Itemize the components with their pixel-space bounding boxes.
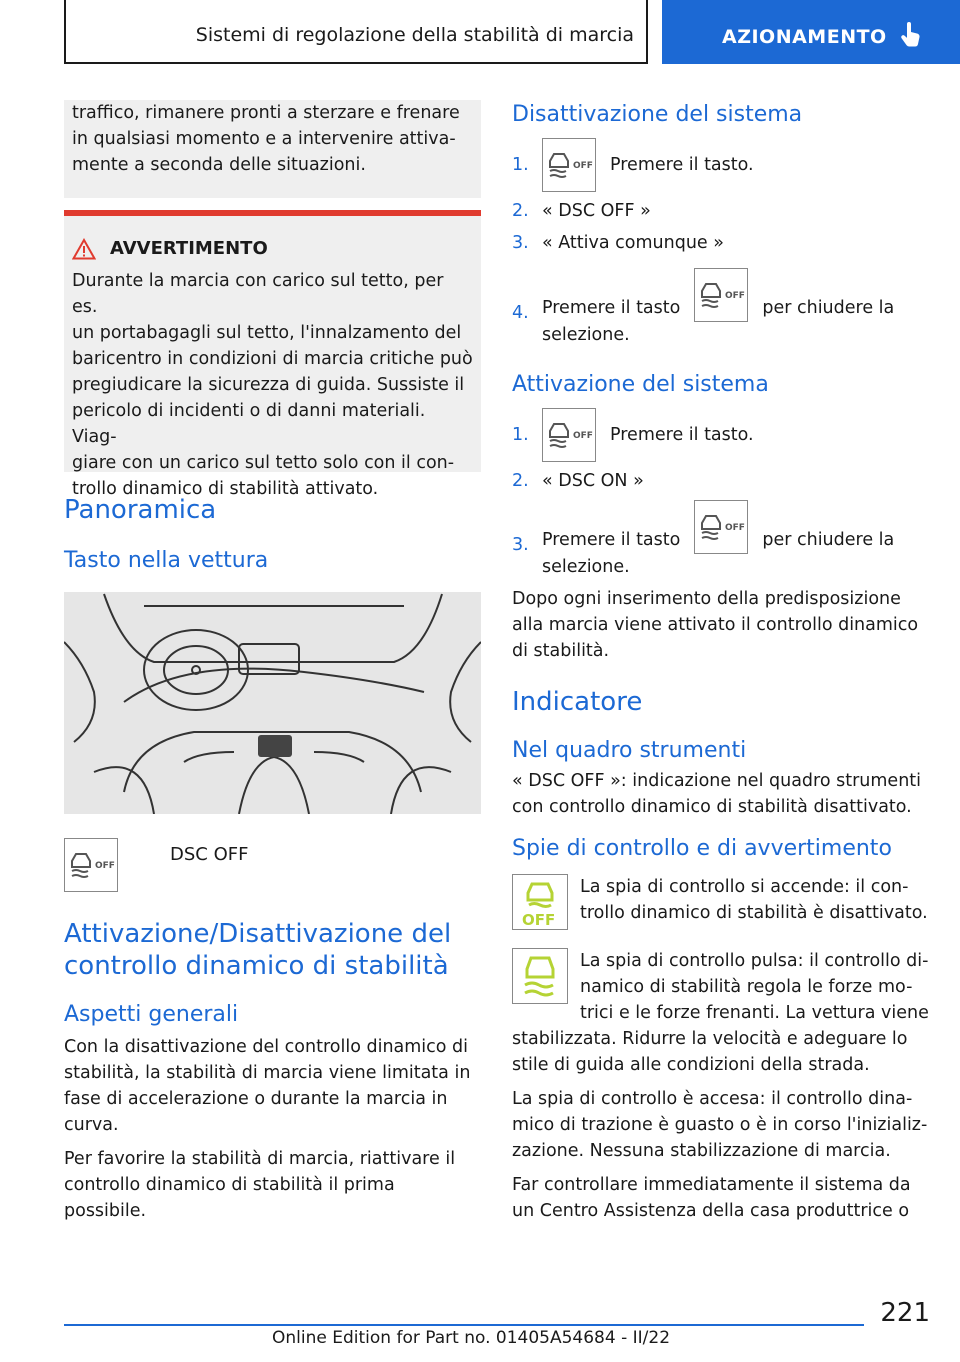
text-line: La spia di controllo si accende: il con- [580, 877, 909, 897]
chapter-tab[interactable] [662, 0, 960, 64]
dsc-car-skid-icon [545, 419, 593, 451]
warning-line: pericolo di incidenti o di danni materiali. Viag- [72, 401, 426, 447]
heading-indicatore: Indicatore [512, 687, 643, 717]
heading-spie: Spie di controllo e di avvertimento [512, 836, 892, 861]
text-line: stile di guida alle condizioni della strada. [512, 1055, 870, 1075]
dsc-indicator-graphic [513, 949, 567, 1003]
step-item [512, 466, 932, 496]
svg-text:OFF: OFF [725, 523, 746, 533]
svg-text:OFF: OFF [95, 861, 115, 871]
step-number: 4. [512, 303, 529, 323]
step-text: « DSC OFF » [542, 201, 651, 221]
warning-box [64, 210, 481, 499]
dsc-off-button-icon [542, 408, 596, 462]
text-line: mico di trazione è guasto o è in corso l'inizializ- [512, 1115, 928, 1135]
svg-text:OFF: OFF [522, 911, 556, 929]
text-line: curva. [64, 1115, 119, 1135]
heading-attivazione-line: controllo dinamico di stabilità [64, 951, 449, 981]
text-line: di stabilità. [512, 641, 610, 661]
svg-text:OFF: OFF [725, 291, 746, 301]
heading-tasto: Tasto nella vettura [64, 548, 269, 573]
dsc-key-row [64, 838, 481, 892]
text-line: alla marcia viene attivato il controllo dinamico [512, 615, 919, 635]
step-item [512, 408, 932, 462]
step-number: 1. [512, 155, 529, 175]
step-text: selezione. [542, 557, 630, 577]
paragraph-accesa [512, 1086, 932, 1164]
step-text: Premere il tasto [542, 298, 681, 318]
dsc-car-skid-icon [697, 511, 745, 543]
note-box [64, 100, 481, 198]
step-text: per chiudere la [762, 530, 895, 550]
spia-dsc-text-cont [512, 1026, 932, 1078]
dsc-warning-light-icon [512, 948, 568, 1004]
spia-dsc-text [580, 948, 929, 1026]
warning-header [72, 236, 473, 262]
right-column [512, 100, 932, 1224]
text-line: controllo dinamico di stabilità il prima possibile. [64, 1175, 395, 1221]
heading-attivazione-line: Attivazione/Disattivazione del [64, 919, 452, 949]
step-item [512, 268, 932, 348]
step-text: selezione. [542, 325, 630, 345]
spia-dsc-off-row [512, 874, 932, 930]
step-text: per chiudere la [762, 298, 895, 318]
note-line: traffico, rimanere pronti a sterzare e frenare [72, 103, 460, 123]
step-text: Premere il tasto [542, 530, 681, 550]
step-text: Premere il tasto. [610, 425, 754, 445]
text-line: un Centro Assistenza della casa produttrice o [512, 1201, 910, 1221]
text-line: La spia di controllo è accesa: il controllo dina- [512, 1089, 913, 1109]
dsc-off-button-icon [694, 500, 748, 554]
heading-panoramica: Panoramica [64, 495, 217, 525]
heading-attivazione-sistema: Attivazione del sistema [512, 372, 769, 397]
step-number: 3. [512, 233, 529, 253]
note-line: in qualsiasi momento e a intervenire attiva- [72, 129, 456, 149]
dsc-off-button-icon [542, 138, 596, 192]
note-line: mente a seconda delle situazioni. [72, 155, 366, 175]
text-line: zazione. Nessuna stabilizzazione di marcia. [512, 1141, 891, 1161]
warning-line: Durante la marcia con carico sul tetto, per es. [72, 271, 444, 317]
step-item [512, 500, 932, 580]
paragraph-dopo [512, 586, 932, 664]
paragraph-quadro [512, 768, 932, 820]
step-body [542, 268, 894, 348]
dsc-car-skid-icon [697, 279, 745, 311]
text-line: Dopo ogni inserimento della predisposizione [512, 589, 901, 609]
car-interior-illustration [64, 592, 481, 814]
text-line: Far controllare immediatamente il sistema da [512, 1175, 911, 1195]
step-text: « DSC ON » [542, 471, 644, 491]
text-line: La spia di controllo pulsa: il controllo di- [580, 951, 929, 971]
svg-text:OFF: OFF [573, 431, 593, 441]
text-line: trollo dinamico di stabilità è disattivato. [580, 903, 928, 923]
dsc-off-button-icon [694, 268, 748, 322]
chapter-tab-label: AZIONAMENTO [722, 26, 887, 48]
step-number: 3. [512, 535, 529, 555]
dsc-car-skid-icon [67, 849, 115, 881]
section-title: Sistemi di regolazione della stabilità di marcia [195, 24, 634, 46]
left-column [64, 100, 481, 1224]
text-line: fase di accelerazione o durante la marcia in [64, 1089, 448, 1109]
step-item [512, 228, 932, 258]
edition-text: Online Edition for Part no. 01405A54684 - II/22 [272, 1328, 671, 1348]
dsc-car-skid-icon [545, 149, 593, 181]
dsc-key-label: DSC OFF [170, 844, 249, 865]
step-number: 2. [512, 471, 529, 491]
heading-disattivazione: Disattivazione del sistema [512, 102, 803, 127]
footer-rule [64, 1324, 864, 1326]
heading-attivazione [64, 918, 481, 982]
step-text: « Attiva comunque » [542, 233, 724, 253]
warning-line: trollo dinamico di stabilità attivato. [72, 479, 379, 499]
text-line: Per favorire la stabilità di marcia, riattivare il [64, 1149, 456, 1169]
text-line: stabilità, la stabilità di marcia viene limitata in [64, 1063, 471, 1083]
section-title-box [64, 0, 648, 64]
step-text: Premere il tasto. [610, 155, 754, 175]
spia-dsc-row [512, 948, 932, 1026]
step-number: 1. [512, 425, 529, 445]
warning-line: giare con un carico sul tetto solo con il con- [72, 453, 455, 473]
step-number: 2. [512, 201, 529, 221]
text-line: namico di stabilità regola le forze mo- [580, 977, 913, 997]
text-line: trici e le forze frenanti. La vettura viene [580, 1003, 929, 1023]
car-interior-drawing [64, 592, 481, 814]
heading-quadro: Nel quadro strumenti [512, 738, 747, 763]
heading-aspetti: Aspetti generali [64, 1002, 239, 1027]
paragraph-far [512, 1172, 932, 1224]
svg-text:OFF: OFF [573, 161, 593, 171]
text-line: Con la disattivazione del controllo dinamico di [64, 1037, 469, 1057]
warning-line: un portabagagli sul tetto, l'innalzamento del [72, 323, 462, 343]
dsc-off-indicator-graphic [513, 875, 567, 929]
attivazione-steps [512, 408, 932, 580]
text-line: con controllo dinamico di stabilità disattivato. [512, 797, 912, 817]
dsc-off-button-icon [64, 838, 118, 892]
dsc-off-warning-light-icon [512, 874, 568, 930]
warning-title: AVVERTIMENTO [110, 238, 268, 259]
warning-line: baricentro in condizioni di marcia critiche può [72, 349, 473, 369]
disattivazione-steps [512, 138, 932, 348]
text-line: « DSC OFF »: indicazione nel quadro strumenti [512, 771, 922, 791]
paragraph-1 [64, 1034, 481, 1138]
page-header [0, 0, 960, 66]
spia-dsc-off-text [580, 874, 928, 926]
step-body [542, 500, 894, 580]
step-item [512, 138, 932, 192]
hand-pointer-icon [900, 22, 922, 48]
page-number: 221 [880, 1298, 930, 1328]
text-line: stabilizzata. Ridurre la velocità e adeguare lo [512, 1029, 908, 1049]
paragraph-2 [64, 1146, 481, 1224]
step-item [512, 196, 932, 226]
warning-triangle-icon [72, 238, 96, 260]
warning-line: pregiudicare la sicurezza di guida. Sussiste il [72, 375, 465, 395]
